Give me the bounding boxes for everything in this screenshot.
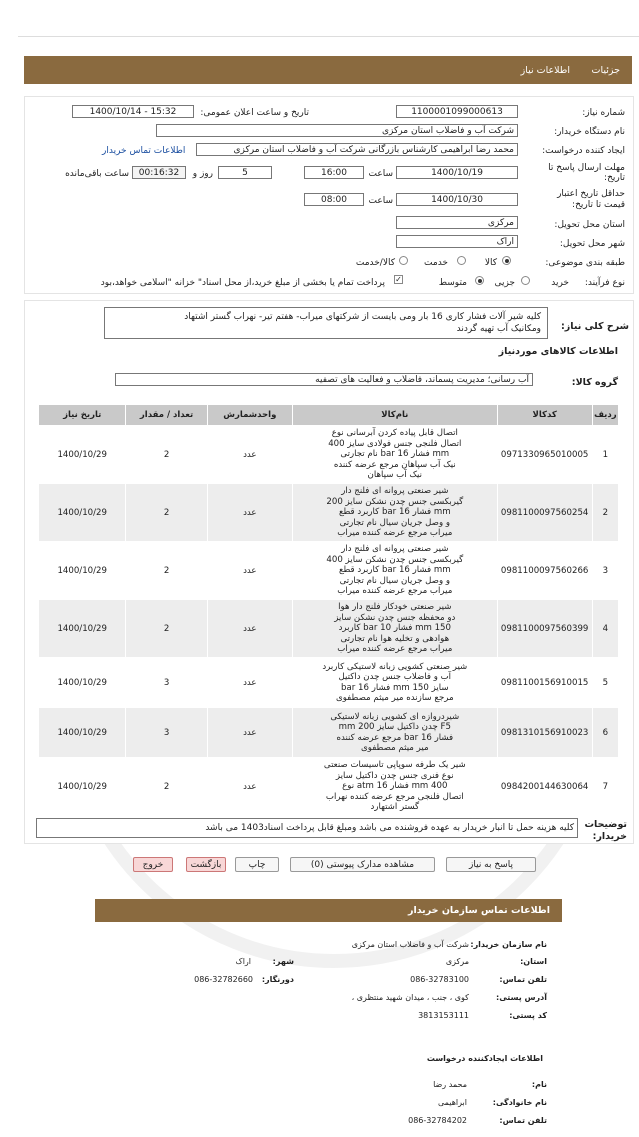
table-row	[39, 600, 619, 658]
col-unit: واحدشمارش	[207, 405, 292, 426]
cell-date: 1400/10/29	[39, 484, 126, 542]
item-name-line: مرجع سازنده میر میثم مصطفوی	[336, 692, 454, 703]
remaining-time-field: 00:16:32	[132, 166, 186, 179]
cell-qty: 2	[126, 484, 207, 542]
contact-buyer-name-label: نام سازمان خریدار:	[470, 940, 547, 949]
cell-index: 4	[592, 600, 618, 658]
cell-index: 5	[592, 658, 618, 708]
goods-group-label: گروه کالا:	[571, 377, 618, 388]
contact-phone: 086-32783100	[410, 975, 469, 984]
creator-phone-label: تلفن تماس:	[499, 1116, 547, 1125]
cell-date: 1400/10/29	[39, 426, 126, 484]
cell-index: 1	[592, 426, 618, 484]
cell-unit: عدد	[207, 758, 292, 816]
summary-text-line2: ومکانیک آب تهیه گردند	[456, 324, 541, 334]
contact-province: مرکزی	[445, 957, 469, 966]
cell-unit: عدد	[207, 708, 292, 758]
creator-last-name: ابراهیمی	[437, 1098, 467, 1107]
days-remaining-field: 5	[218, 166, 272, 179]
exit-button[interactable]: خروج	[133, 857, 173, 872]
table-row	[39, 542, 619, 600]
cell-name	[293, 542, 498, 600]
item-name-line: سایز 150 mm فشار 16 bar	[341, 682, 449, 693]
item-name-line: نوع فنری جنس چدن داکتیل سایز	[335, 770, 454, 781]
cell-qty: 2	[126, 542, 207, 600]
cell-code: 0981100156910015	[497, 658, 592, 708]
buyer-contact-link[interactable]: اطلاعات تماس خریدار	[102, 146, 186, 156]
col-index: ردیف	[592, 405, 618, 426]
cell-date: 1400/10/29	[39, 708, 126, 758]
need-number-field: 1100001099000613	[396, 105, 518, 118]
attachments-button[interactable]: مشاهده مدارک پیوستی (0)	[290, 857, 435, 872]
summary-box	[104, 307, 548, 339]
contact-header-bar	[95, 899, 562, 922]
cell-code: 0981310156910023	[497, 708, 592, 758]
contact-fax: 086-32782660	[194, 975, 253, 984]
cell-date: 1400/10/29	[39, 542, 126, 600]
tab-need-info[interactable]: اطلاعات نیاز	[520, 65, 570, 76]
item-name-line: فشار 16 bar مرجع عرضه کننده	[336, 732, 454, 743]
item-name-line: و وصل جریان سیال نام تجارتی	[339, 517, 450, 528]
contact-buyer-name: شرکت آب و فاضلاب استان مرکزی	[351, 940, 469, 949]
remaining-time-label: ساعت باقی‌مانده	[65, 169, 129, 179]
announce-date-label: تاریخ و ساعت اعلان عمومی:	[200, 108, 309, 118]
table-row	[39, 758, 619, 816]
item-name-line: 400 mm فشار 16 atm نوع	[342, 781, 448, 792]
item-name-line: میراب مرجع عرضه کننده میراب	[337, 644, 453, 655]
col-date: تاریخ نیاز	[39, 405, 126, 426]
contact-address-label: آدرس پستی:	[496, 993, 547, 1002]
cell-name	[293, 484, 498, 542]
contact-title: اطلاعات تماس سازمان خریدار	[407, 905, 550, 916]
contact-city: اراک	[235, 957, 251, 966]
item-name-line: نیک آب سپاهان	[367, 470, 423, 481]
province-field: مرکزی	[396, 216, 518, 229]
cell-code: 0981100097560254	[497, 484, 592, 542]
tab-details[interactable]: جزئیات	[591, 65, 620, 76]
deadline-label-1: مهلت ارسال پاسخ تا	[548, 163, 625, 173]
goods-table	[38, 404, 619, 816]
payment-note: پرداخت تمام یا بخشی از مبلغ خرید،از محل اسناد" خزانه "اسلامی خواهد،بود	[100, 278, 385, 288]
contact-city-label: شهر:	[272, 957, 294, 966]
validity-date-field: 1400/10/30	[396, 193, 518, 206]
cell-date: 1400/10/29	[39, 758, 126, 816]
process-partial-radio[interactable]	[521, 276, 530, 285]
top-divider	[18, 36, 639, 37]
creator-label: ایجاد کننده درخواست:	[542, 146, 625, 156]
deadline-date-field: 1400/10/19	[396, 166, 518, 179]
contact-postal-label: کد پستی:	[509, 1011, 547, 1020]
summary-text-line1: کلیه شیر آلات فشار کاری 16 بار ومی بایست از شرکتهای میراب- هفتم تیر- نهراب گستر اشتهاد	[184, 312, 541, 322]
need-number-label: شماره نیاز:	[582, 108, 625, 118]
cell-index: 6	[592, 708, 618, 758]
cell-date: 1400/10/29	[39, 658, 126, 708]
table-row	[39, 426, 619, 484]
cell-name	[293, 600, 498, 658]
cell-code: 0984200144630064	[497, 758, 592, 816]
item-name-line: شیردروازه ای کشویی زبانه لاستیکی	[330, 711, 460, 722]
cell-unit: عدد	[207, 542, 292, 600]
goods-group-field: آب رسانی؛ مدیریت پسماند، فاضلاب و فعالیت های تصفیه	[115, 373, 533, 386]
item-name-line: گیربکسی جنس چدن نشکن سایز 400	[326, 554, 464, 565]
item-name-line: شیر صنعتی خودکار فلنج دار هوا	[338, 602, 452, 613]
cell-index: 2	[592, 484, 618, 542]
category-service-radio[interactable]	[457, 256, 466, 265]
item-name-line: 150 mm فشار 10 bar کاربرد	[338, 623, 451, 634]
validity-time-field: 08:00	[304, 193, 364, 206]
item-name-line: گیربکسی جنس چدن نشکن سایز 200	[326, 496, 464, 507]
city-label: شهر محل تحویل:	[559, 239, 625, 249]
cell-unit: عدد	[207, 600, 292, 658]
category-goods-radio[interactable]	[502, 256, 511, 265]
city-field: اراک	[396, 235, 518, 248]
table-row	[39, 484, 619, 542]
cell-qty: 3	[126, 658, 207, 708]
item-name-line: و وصل جریان سیال نام تجارتی	[339, 575, 450, 586]
process-medium-radio[interactable]	[475, 276, 484, 285]
cell-qty: 2	[126, 600, 207, 658]
goods-section-title: اطلاعات کالاهای موردنیاز	[498, 346, 618, 357]
deadline-label-2: تاریخ:	[604, 173, 625, 183]
validity-label-2: قیمت تا تاریخ:	[572, 200, 625, 210]
deadline-time-field: 16:00	[304, 166, 364, 179]
buyer-notes-label-1: توضیحات	[584, 819, 627, 830]
category-both-label: کالا/خدمت	[355, 258, 395, 268]
cell-qty: 2	[126, 758, 207, 816]
item-name-line: شیر صنعتی کشویی زبانه لاستیکی کاربرد	[322, 661, 468, 672]
validity-label-1: حداقل تاریخ اعتبار	[557, 189, 625, 199]
col-code: کدکالا	[497, 405, 592, 426]
creator-phone: 086-32784202	[408, 1116, 467, 1125]
buyer-org-field: شرکت آب و فاضلاب استان مرکزی	[156, 124, 518, 137]
reply-button[interactable]: پاسخ به نیاز	[446, 857, 536, 872]
item-name-line: گستر اشتهارد	[370, 802, 420, 813]
contact-province-label: استان:	[520, 957, 547, 966]
item-name-line: mm فشار 16 bar نام تجارتی	[340, 449, 450, 460]
goods-table-header	[39, 405, 619, 426]
item-name-line: هوادهی و تخلیه هوا نام تجارتی	[340, 633, 450, 644]
cell-index: 7	[592, 758, 618, 816]
item-name-line: میر میثم مصطفوی	[361, 742, 429, 753]
back-button[interactable]: بازگشت	[186, 857, 226, 872]
cell-name	[293, 658, 498, 708]
creator-section-title: اطلاعات ایجادکننده درخواست	[426, 1054, 543, 1063]
cell-qty: 2	[126, 426, 207, 484]
contact-address: کوی ، جنب ، میدان شهید منتظری ،	[351, 993, 469, 1002]
item-name-line: آب و فاضلاب جنس چدن داکتیل	[338, 672, 452, 683]
contact-fax-label: دورنگار:	[261, 975, 294, 984]
buyer-notes-field: کلیه هزینه حمل تا انبار خریدار به عهده فروشنده می باشد ومبلغ قابل پرداخت اسناد1403 می باشد	[36, 818, 578, 838]
item-name-line: اتصال فلنجی جنس فولادی سایز 400	[328, 438, 462, 449]
payment-checkbox[interactable]: ✓	[395, 275, 402, 284]
creator-field: محمد رضا ابراهیمی کارشناس بازرگانی شرکت آب و فاضلاب استان مرکزی	[196, 143, 518, 156]
item-name-line: نیک آب سپاهان مرجع عرضه کننده	[333, 459, 456, 470]
item-name-line: شیر صنعتی پروانه ای فلنج دار	[341, 486, 449, 497]
validity-time-label: ساعت	[368, 196, 393, 206]
category-label: طبقه بندی موضوعی:	[545, 258, 625, 268]
item-name-line: اتصال فلنجی مرجع عرضه کننده نهراب	[325, 791, 464, 802]
cell-name	[293, 708, 498, 758]
cell-code: 0981100097560399	[497, 600, 592, 658]
item-name-line: mm فشار 16 bar کاربرد قطع	[338, 507, 451, 518]
item-name-line: میراب مرجع عرضه کننده میراب	[337, 528, 453, 539]
cell-index: 3	[592, 542, 618, 600]
cell-unit: عدد	[207, 658, 292, 708]
item-name-line: شیر یک طرفه سوپاپی تاسیسات صنعتی	[323, 760, 466, 771]
deadline-time-label: ساعت	[368, 169, 393, 179]
buyer-notes-label-2: خریدار:	[592, 831, 627, 842]
cell-date: 1400/10/29	[39, 600, 126, 658]
category-goods-label: کالا	[484, 258, 497, 268]
contact-phone-label: تلفن تماس:	[499, 975, 547, 984]
cell-unit: عدد	[207, 426, 292, 484]
process-label: نوع فرآیند:	[584, 278, 625, 288]
item-name-line: شیر صنعتی پروانه ای فلنج دار	[341, 544, 449, 555]
process-medium-label: متوسط	[438, 278, 467, 288]
cell-name	[293, 426, 498, 484]
item-name-line: mm فشار 16 bar کاربرد قطع	[338, 565, 451, 576]
buyer-org-label: نام دستگاه خریدار:	[554, 127, 625, 137]
province-label: استان محل تحویل:	[554, 220, 625, 230]
table-row	[39, 658, 619, 708]
category-both-radio[interactable]	[399, 256, 408, 265]
days-label: روز و	[192, 169, 213, 179]
summary-label: شرح کلی نیاز:	[560, 321, 629, 332]
cell-code: 0971330965010005	[497, 426, 592, 484]
cell-code: 0981100097560266	[497, 542, 592, 600]
process-partial-label: جزیی	[494, 278, 515, 288]
print-button[interactable]: چاپ	[235, 857, 279, 872]
cell-qty: 3	[126, 708, 207, 758]
col-name: نام‌کالا	[293, 405, 498, 426]
creator-first-name: محمد رضا	[433, 1080, 467, 1089]
item-name-line: F5 چدن داکتیل سایز 200 mm	[338, 722, 451, 733]
col-qty: تعداد / مقدار	[126, 405, 207, 426]
cell-name	[293, 758, 498, 816]
process-buy-label: خرید	[551, 278, 569, 288]
item-name-line: میراب مرجع عرضه کننده میراب	[337, 586, 453, 597]
item-name-line: دو محفظه جنس چدن نشکن سایز	[334, 612, 456, 623]
announce-date-field: 1400/10/14 - 15:32	[72, 105, 194, 118]
item-name-line: اتصال قابل پیاده کردن آبرسانی نوع	[331, 428, 458, 439]
creator-last-name-label: نام خانوادگی:	[492, 1098, 547, 1107]
cell-unit: عدد	[207, 484, 292, 542]
contact-postal: 3813153111	[418, 1011, 469, 1020]
page-header-bar	[24, 56, 632, 84]
category-service-label: خدمت	[424, 258, 448, 268]
table-row	[39, 708, 619, 758]
creator-first-name-label: نام:	[531, 1080, 547, 1089]
